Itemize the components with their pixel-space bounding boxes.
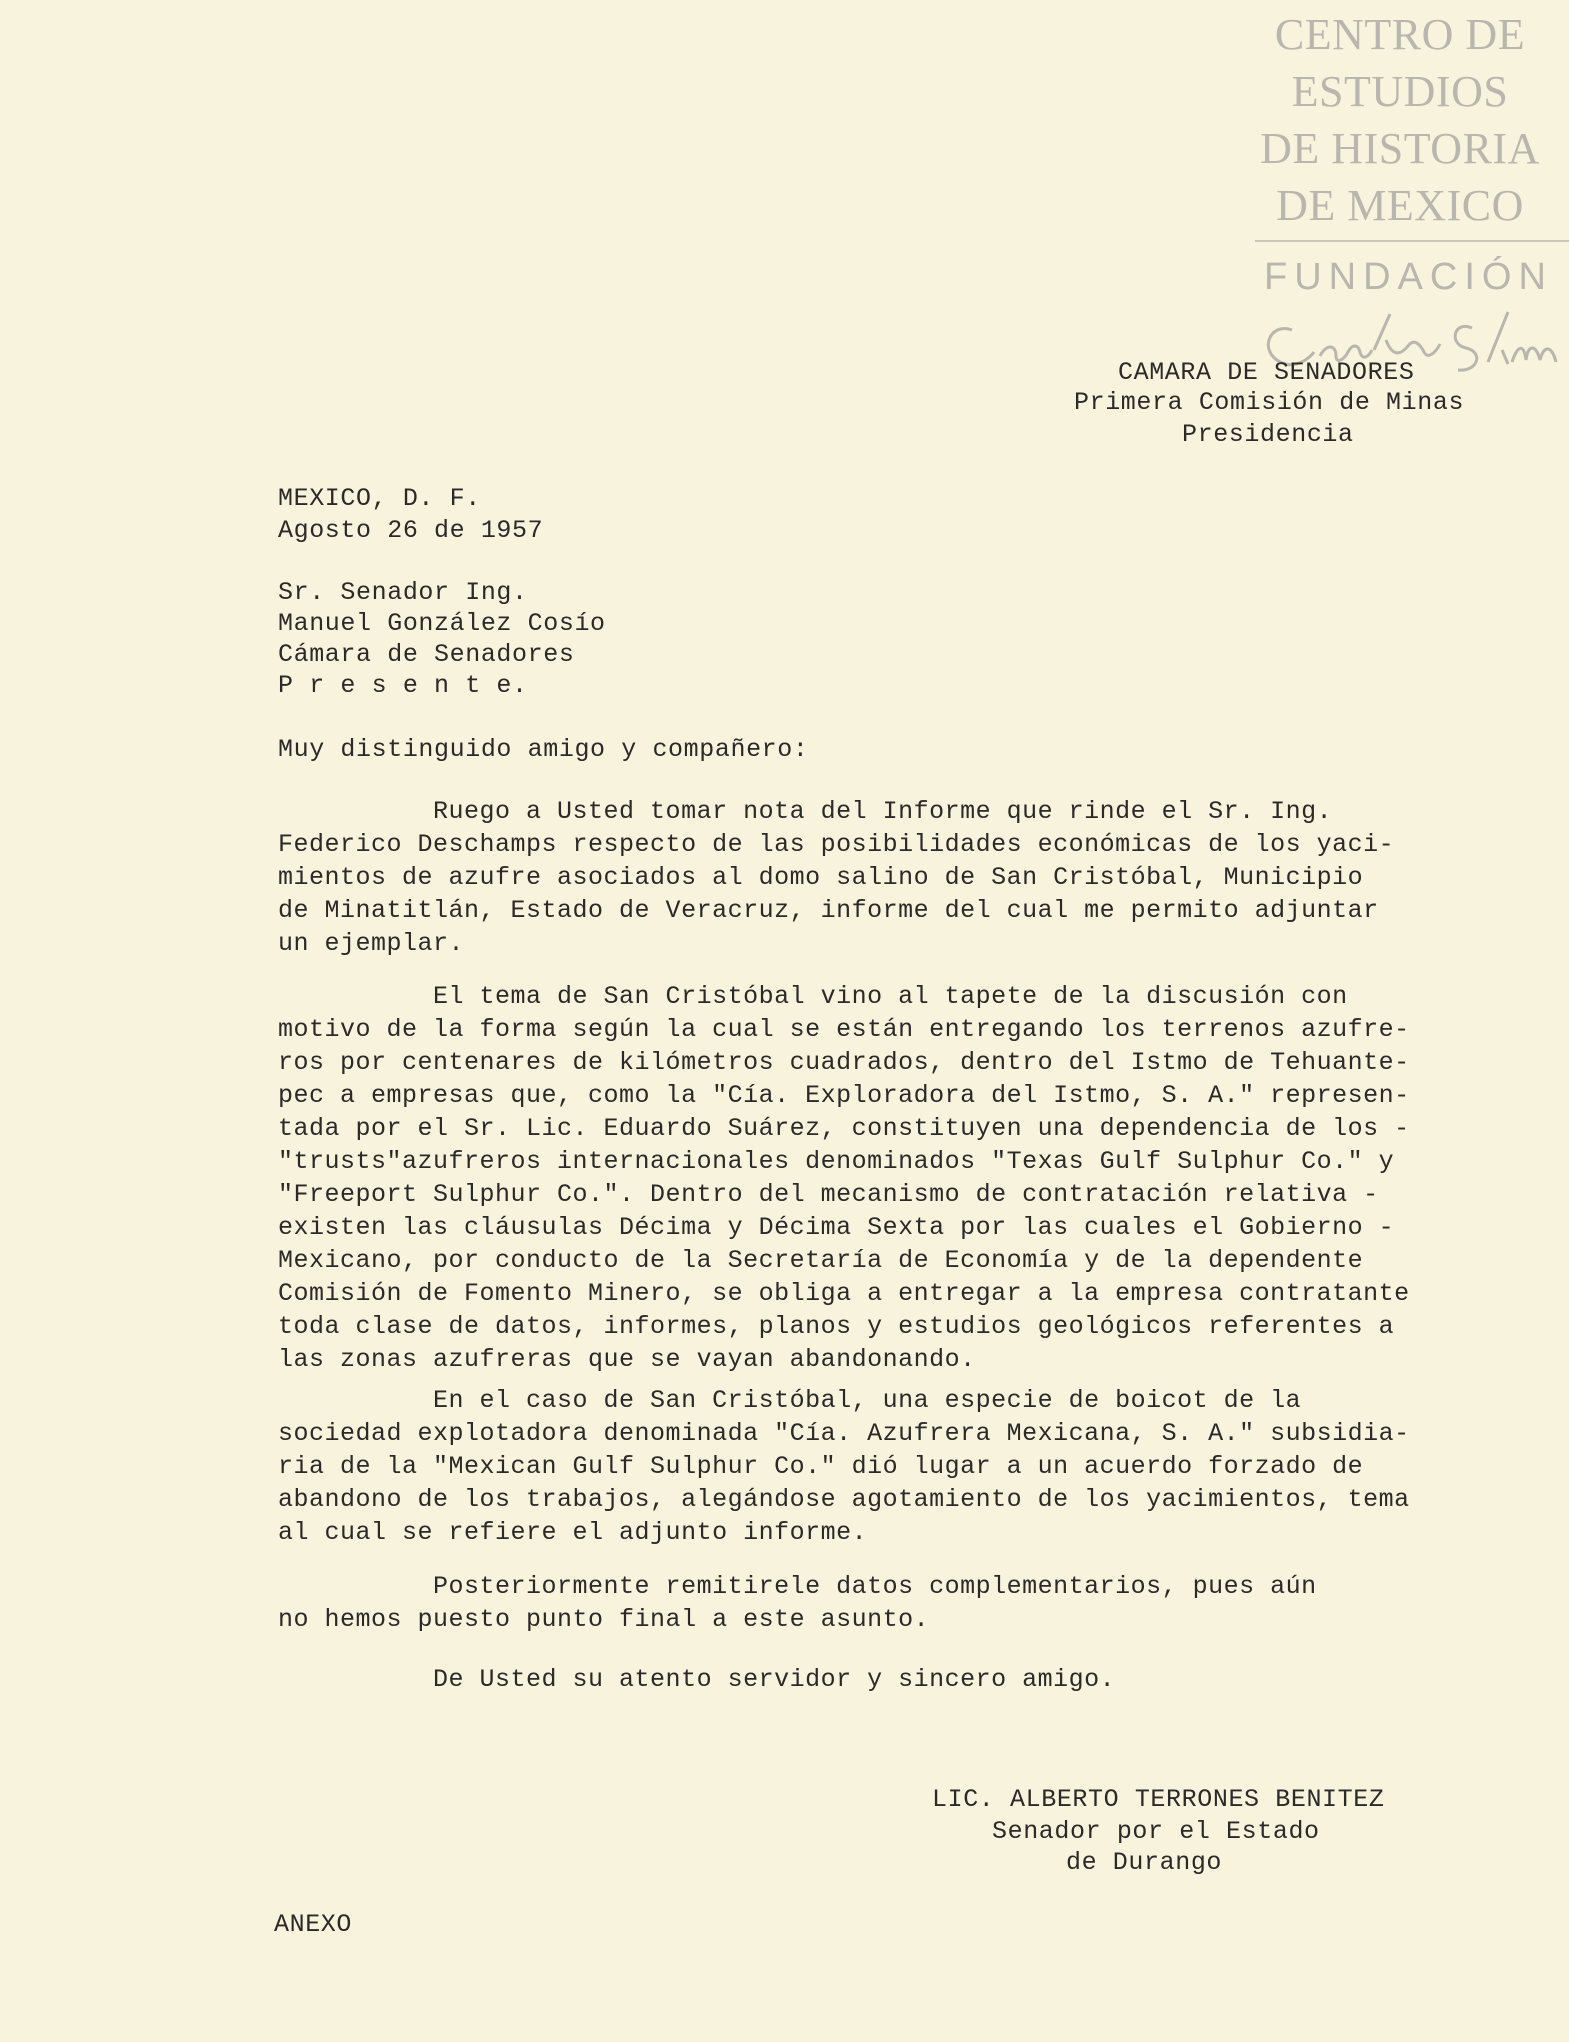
recipient-name: Manuel González Cosío [278, 609, 606, 638]
closing-line: De Usted su atento servidor y sincero amigo. [278, 1665, 1116, 1694]
signatory-position: Senador por el Estado [992, 1817, 1320, 1846]
place: MEXICO, D. F. [278, 484, 481, 513]
watermark-line-1: CENTRO DE [1274, 10, 1526, 59]
signatory-state: de Durango [1066, 1848, 1223, 1877]
letterhead-chamber: CAMARA DE SENADORES [1118, 358, 1415, 387]
body-paragraph-3: En el caso de San Cristóbal, una especie de boicot de la sociedad explotadora denominada "Cía. Azufrera Mexicana, S. A." subsidia- ria de la "Mexican Gulf Sulphur Co." dió lugar a un acuerdo forzado de abandono de los trabajos, alegándose agotamiento de los yacimientos, tema al cual se refiere el adjunto informe. [278, 1386, 1410, 1547]
recipient-institution: Cámara de Senadores [278, 640, 575, 669]
watermark-foundation: FUNDACIÓN [1264, 256, 1553, 298]
watermark-line-2: ESTUDIOS [1291, 67, 1509, 116]
recipient-title: Sr. Senador Ing. [278, 578, 528, 607]
annex-label: ANEXO [274, 1910, 353, 1939]
letterhead-commission: Primera Comisión de Minas [1074, 388, 1465, 417]
watermark-divider [1255, 240, 1569, 242]
body-paragraph-4: Posteriormente remitirele datos complementarios, pues aún no hemos puesto punto final a este asunto. [278, 1572, 1317, 1634]
body-paragraph-1: Ruego a Usted tomar nota del Informe que rinde el Sr. Ing. Federico Deschamps respecto de las posibilidades económicas de los yaci- mientos de azufre asociados al domo salino de San Cristóbal, Municipio de Minatitlán, Estado de Veracruz, informe del cual me permito adjuntar un ejemplar. [278, 797, 1395, 958]
recipient-presente: P r e s e n t e. [278, 671, 528, 700]
signatory-name: LIC. ALBERTO TERRONES BENITEZ [932, 1785, 1385, 1814]
letterhead-presidency: Presidencia [1182, 420, 1354, 449]
body-paragraph-2: El tema de San Cristóbal vino al tapete de la discusión con motivo de la forma según la cual se están entregando los terrenos azufre- ros por centenares de kilómetros cuadrados, dentro del Istmo de Tehuante- pec a empresas que, como la "Cía. Exploradora del Istmo, S. A." represen- tada por el Sr. Lic. Eduardo Suárez, constituyen una dependencia de los - "trusts"azufreros internacionales denominados "Texas Gulf Sulphur Co." y "Freeport Sulphur Co.". Dentro del mecanismo de contratación relativa - existen las cláusulas Décima y Décima Sexta por las cuales el Gobierno - Mexicano, por conducto de la Secretaría de Economía y de la dependente Comisión de Fomento Minero, se obliga a entregar a la empresa contratante toda clase de datos, informes, planos y estudios geológicos referentes a las zonas azufreras que se vayan abandonando. [278, 982, 1410, 1374]
watermark-line-3: DE HISTORIA [1260, 124, 1540, 173]
salutation: Muy distinguido amigo y compañero: [278, 735, 809, 764]
date: Agosto 26 de 1957 [278, 516, 544, 545]
watermark [1250, 6, 1550, 234]
watermark-line-4: DE MEXICO [1276, 181, 1524, 230]
